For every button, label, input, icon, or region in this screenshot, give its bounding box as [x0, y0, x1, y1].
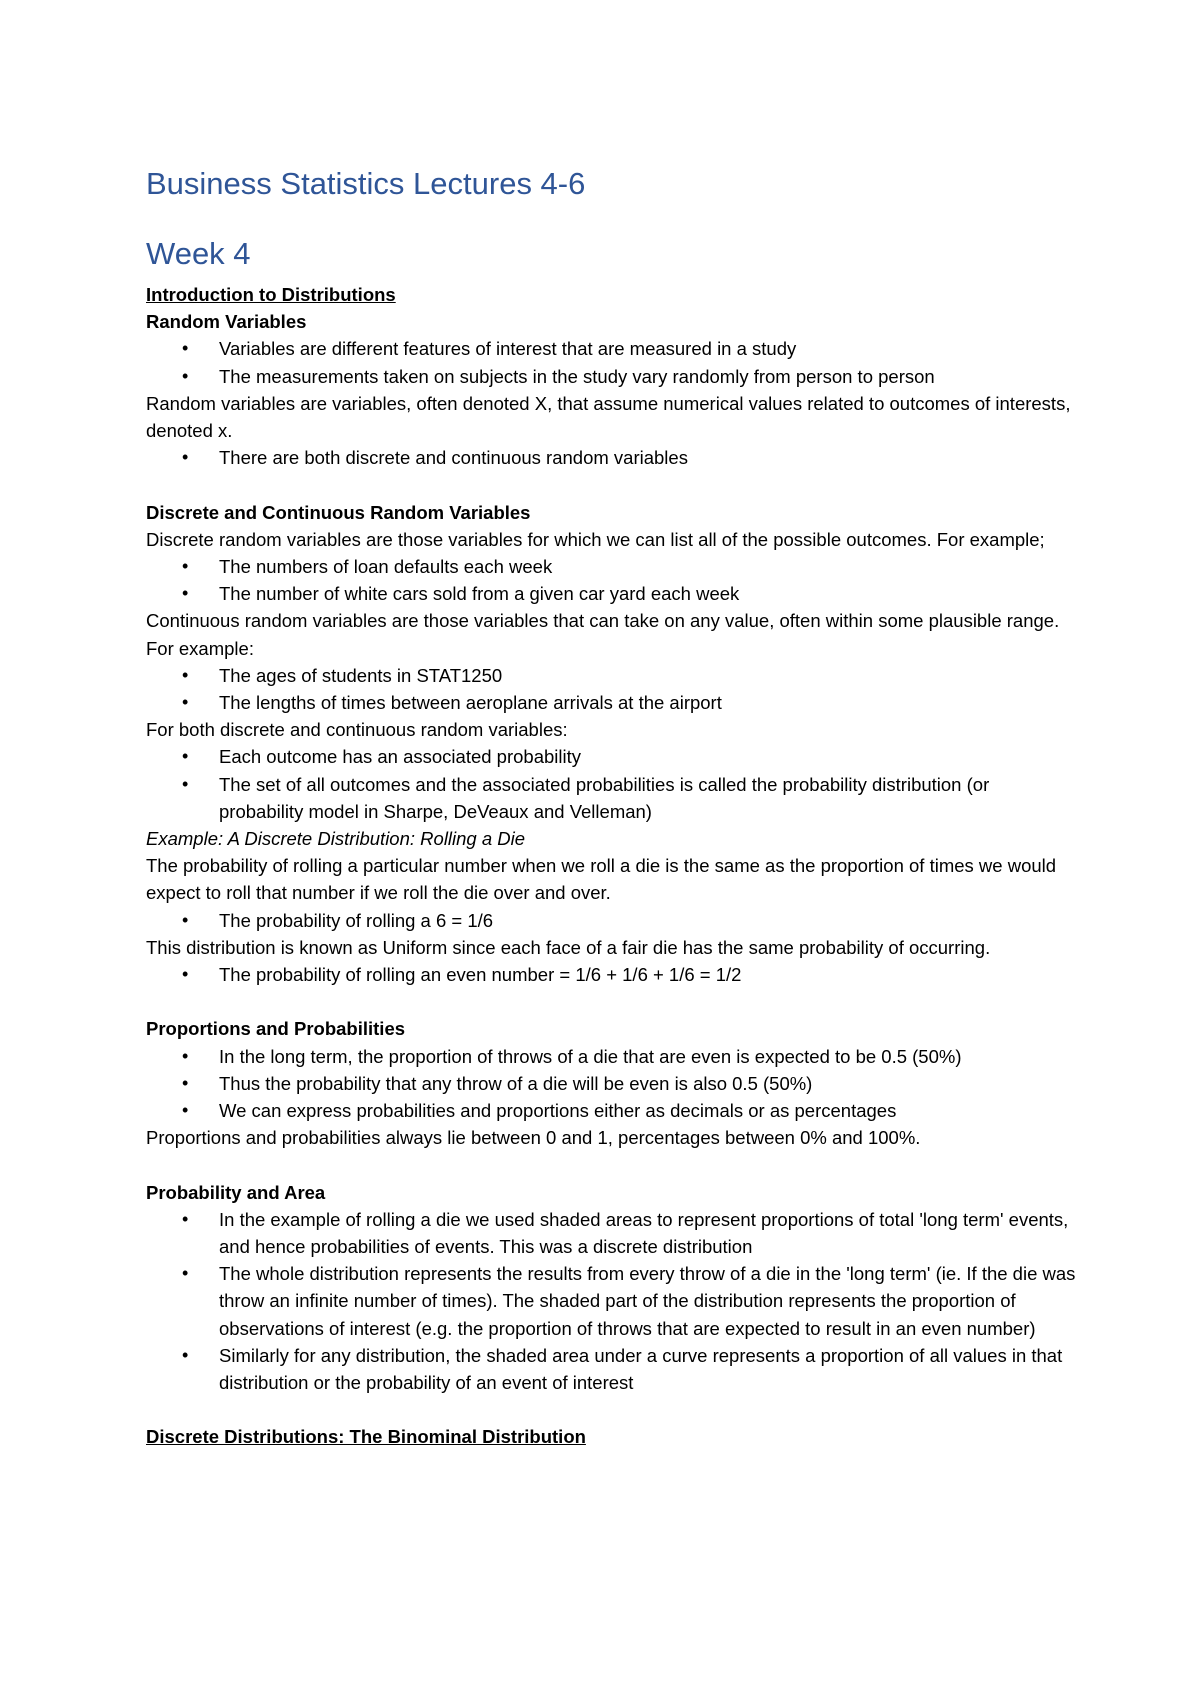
list-item: • In the long term, the proportion of throws of a die that are even is expected to be 0.5 (50%)	[146, 1043, 1076, 1070]
list-item: • There are both discrete and continuous random variables	[146, 444, 1076, 471]
list-item: • The numbers of loan defaults each week	[146, 553, 1076, 580]
list-item: • The whole distribution represents the results from every throw of a die in the 'long term' (ie. If the die was throw an infinite number of times). The shaded part of the distribution represents the proportion of observations of interest (e.g. the proportion of throws that are expected to result in an even number)	[146, 1260, 1076, 1342]
paragraph: Proportions and probabilities always lie between 0 and 1, percentages between 0% and 100%.	[146, 1127, 921, 1149]
document-body	[146, 281, 1076, 1451]
subheading-proportions: Proportions and Probabilities	[146, 1018, 406, 1040]
list-item: • The measurements taken on subjects in the study vary randomly from person to person	[146, 363, 1076, 390]
paragraph: The probability of rolling a particular number when we roll a die is the same as the proportion of times we would expect to roll that number if we roll the die over and over.	[146, 855, 1057, 904]
bullet-list	[146, 553, 1076, 607]
list-item: • The ages of students in STAT1250	[146, 662, 1076, 689]
section-heading-intro: Introduction to Distributions	[146, 284, 396, 305]
spacer	[146, 1396, 1076, 1423]
week-heading: Week 4	[146, 236, 251, 271]
list-item: • Each outcome has an associated probability	[146, 743, 1076, 770]
list-item: • The probability of rolling an even number = 1/6 + 1/6 + 1/6 = 1/2	[146, 961, 1076, 988]
list-item: • The set of all outcomes and the associated probabilities is called the probability distribution (or probability model in Sharpe, DeVeaux and Velleman)	[146, 771, 1076, 825]
spacer	[146, 988, 1076, 1015]
paragraph: Continuous random variables are those variables that can take on any value, often within some plausible range. For example:	[146, 610, 1060, 659]
bullet-list	[146, 662, 1076, 716]
subheading-random-variables: Random Variables	[146, 311, 307, 333]
bullet-list	[146, 335, 1076, 389]
subheading-probability-area: Probability and Area	[146, 1181, 326, 1203]
subheading-discrete-continuous: Discrete and Continuous Random Variables	[146, 501, 531, 523]
list-item: • The lengths of times between aeroplane arrivals at the airport	[146, 689, 1076, 716]
section-heading-binomial: Discrete Distributions: The Binominal Distribution	[146, 1426, 586, 1448]
list-item: • The number of white cars sold from a given car yard each week	[146, 580, 1076, 607]
list-item: • The probability of rolling a 6 = 1/6	[146, 907, 1076, 934]
paragraph: Discrete random variables are those variables for which we can list all of the possible outcomes. For example;	[146, 528, 1045, 550]
bullet-list	[146, 1206, 1076, 1396]
list-item: • Similarly for any distribution, the shaded area under a curve represents a proportion of all values in that distribution or the probability of an event of interest	[146, 1342, 1076, 1396]
list-item: • Thus the probability that any throw of a die will be even is also 0.5 (50%)	[146, 1070, 1076, 1097]
bullet-list	[146, 444, 1076, 471]
list-item: • We can express probabilities and proportions either as decimals or as percentages	[146, 1097, 1076, 1124]
paragraph: For both discrete and continuous random variables:	[146, 719, 568, 741]
bullet-list	[146, 1043, 1076, 1125]
bullet-list	[146, 743, 1076, 825]
bullet-list	[146, 907, 1076, 934]
spacer	[146, 471, 1076, 498]
list-item: • Variables are different features of interest that are measured in a study	[146, 335, 1076, 362]
paragraph: This distribution is known as Uniform since each face of a fair die has the same probability of occurring.	[146, 936, 991, 958]
document-title: Business Statistics Lectures 4-6	[146, 166, 586, 201]
paragraph: Random variables are variables, often denoted X, that assume numerical values related to outcomes of interests, denoted x.	[146, 392, 1071, 442]
bullet-list	[146, 961, 1076, 988]
example-heading: Example: A Discrete Distribution: Rolling a Die	[146, 828, 526, 850]
list-item: • In the example of rolling a die we used shaded areas to represent proportions of total 'long term' events, and hence probabilities of events. This was a discrete distribution	[146, 1206, 1076, 1260]
spacer	[146, 1151, 1076, 1178]
